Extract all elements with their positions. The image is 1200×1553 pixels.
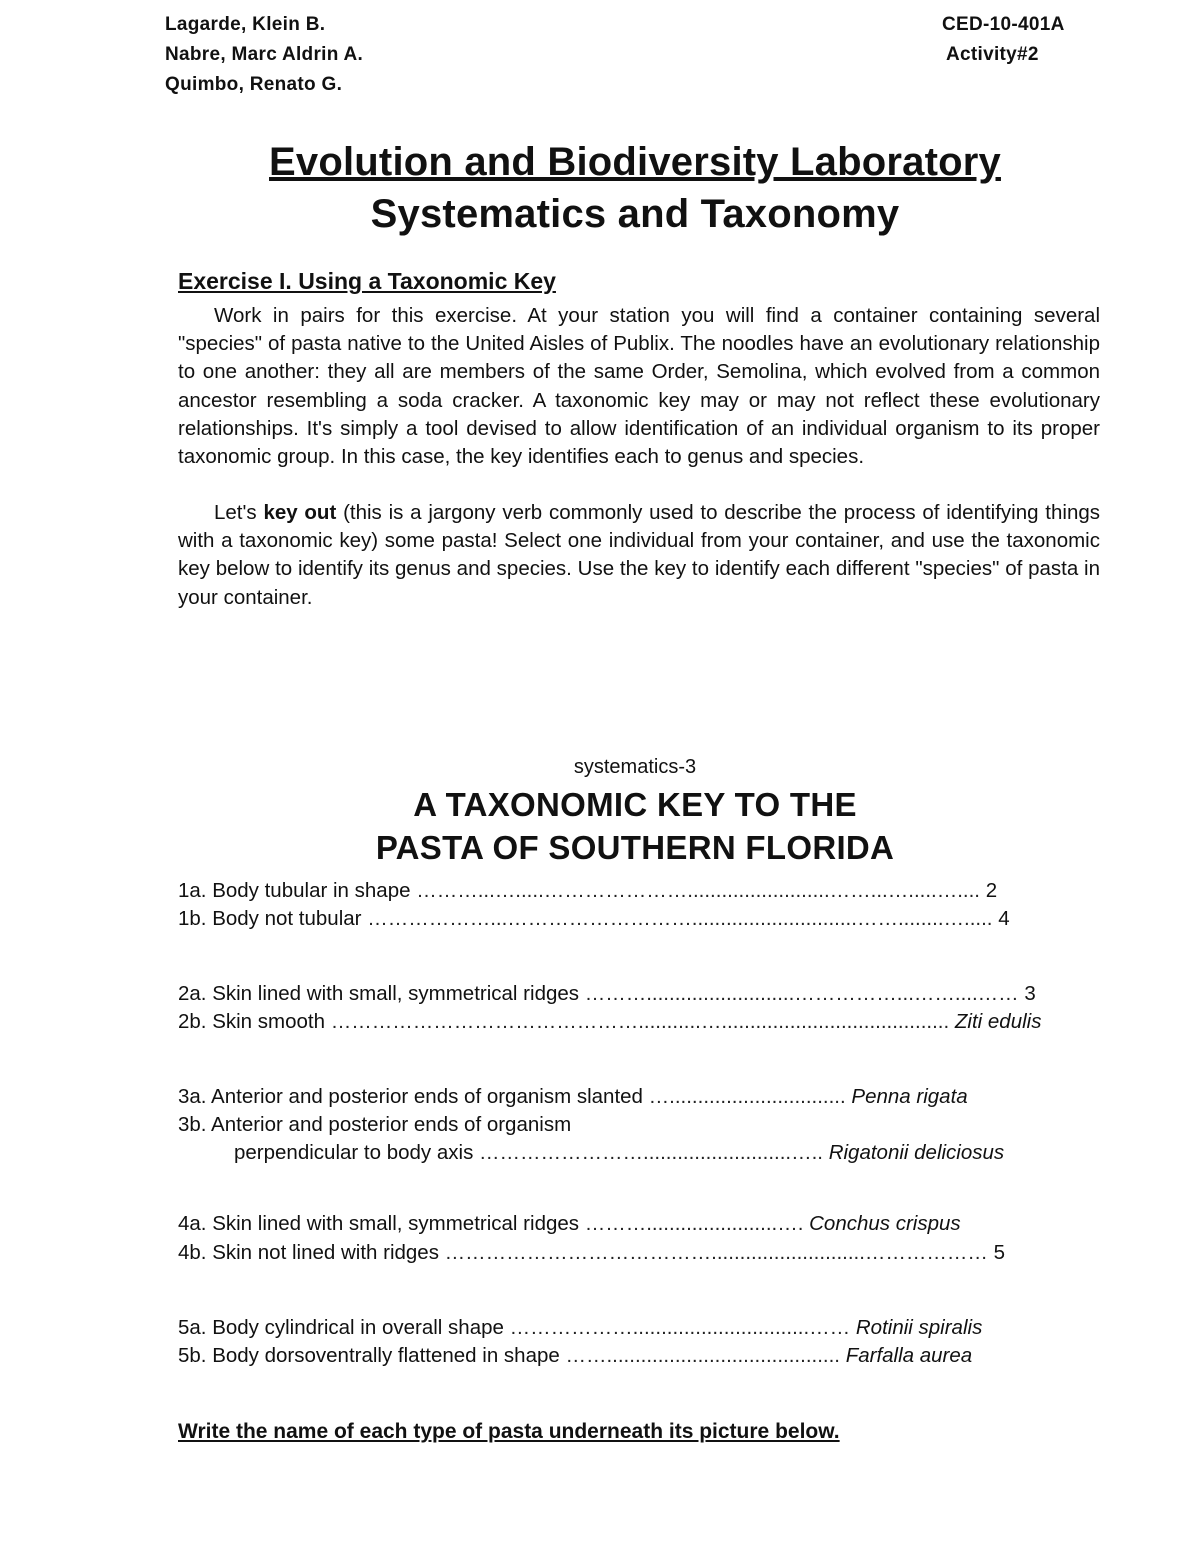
key-out-term: key out [263, 501, 337, 524]
key-entry [178, 1316, 982, 1340]
key-entry [178, 879, 997, 903]
species-name: Farfalla aurea [845, 1344, 973, 1367]
key-entry-text: 2b. Skin smooth [178, 1010, 331, 1033]
exercise-paragraph-2 [178, 499, 1100, 612]
key-title-line-2: PASTA OF SOUTHERN FLORIDA [375, 829, 895, 866]
species-name: Rigatonii deliciosus [828, 1141, 1005, 1164]
author-list [165, 10, 363, 100]
key-entry-result: 3 [1024, 982, 1036, 1005]
key-entry [178, 1085, 968, 1109]
author-name: Lagarde, Klein B. [165, 14, 326, 35]
para2-start: Let's [214, 501, 264, 524]
page-label: systematics-3 [573, 756, 697, 778]
key-entry [178, 982, 1036, 1006]
key-entry-result: 5 [993, 1241, 1006, 1264]
author-name: Nabre, Marc Aldrin A. [165, 44, 364, 65]
page-title: Evolution and Biodiversity Laboratory [269, 140, 1001, 184]
key-entry [178, 1212, 961, 1236]
leader-dots: ……….......................…. [584, 1212, 810, 1235]
species-name: Rotinii spiralis [855, 1316, 983, 1339]
key-entry-text: 5a. Body cylindrical in overall shape [178, 1316, 510, 1339]
leader-dots: ………………...............................…… [509, 1316, 856, 1339]
author-name: Quimbo, Renato G. [165, 74, 343, 95]
instruction-text: Write the name of each type of pasta underneath its picture below. [178, 1420, 840, 1443]
exercise-paragraph-1: Work in pairs for this exercise. At your station you will find a container containing several "species" of pasta native to the United Aisles of Publix. The noodles have an evolutionary relationship to one another: they all are members of the same Order, Semolina, which evolved from a common ancestor resembling a soda cracker. A taxonomic key may or may not reflect these evolutionary relationships. It's simply a tool devised to allow identification of an individual organism to its proper taxonomic group. In this case, the key identifies each to genus and species. [178, 304, 1100, 469]
exercise-heading: Exercise I. Using a Taxonomic Key [178, 268, 556, 294]
leader-dots: ……......................................... [565, 1344, 846, 1367]
leader-dots: ………..........................……………...……....…… [584, 982, 1025, 1005]
key-entry-text: 4a. Skin lined with small, symmetrical ridges [178, 1212, 585, 1235]
key-entry-text: 1a. Body tubular in shape [178, 879, 417, 902]
leader-dots: …............................... [648, 1085, 852, 1108]
key-entry [178, 1344, 972, 1368]
course-section: CED-10-401A [942, 14, 1065, 35]
key-entry-text: 3a. Anterior and posterior ends of organism slanted [178, 1085, 649, 1108]
key-entry [178, 907, 1010, 931]
key-entry-text: 3b. Anterior and posterior ends of organism [178, 1113, 572, 1136]
key-entry [178, 1010, 1041, 1034]
key-entry-result: 2 [985, 879, 998, 902]
leader-dots: ………...….....………………….........................……...….....….... [416, 879, 986, 902]
key-entry-text: 4b. Skin not lined with ridges [178, 1241, 445, 1264]
species-name: Ziti edulis [954, 1010, 1042, 1033]
leader-dots: …………………………………...........................……………… [444, 1241, 994, 1264]
key-entry-text: 5b. Body dorsoventrally flattened in shape [178, 1344, 566, 1367]
key-title-line-1: A TAXONOMIC KEY TO THE [413, 786, 857, 823]
key-entry [178, 1241, 1005, 1265]
species-name: Penna rigata [851, 1085, 968, 1108]
activity-number: Activity#2 [946, 44, 1039, 65]
key-entry-result: 4 [998, 907, 1010, 930]
leader-dots: ………………………………………...........…........................................ [330, 1010, 955, 1033]
key-entry-continuation [234, 1141, 1004, 1165]
key-entry-text: perpendicular to body axis [234, 1141, 480, 1164]
key-entry-text: 2a. Skin lined with small, symmetrical ridges [178, 982, 585, 1005]
key-entry-text: 1b. Body not tubular [178, 907, 368, 930]
key-entry [178, 1113, 571, 1137]
para2-rest: (this is a jargony verb commonly used to describe the process of identifying things with a taxonomic key) some pasta! Select one individual from your container, and use the taxonomic key below to identify its genus and species. Use the key to identify each different "species" of pasta in your container. [178, 501, 1100, 609]
leader-dots: ………………...……………………….............................……........…..... [367, 907, 999, 930]
page-subtitle: Systematics and Taxonomy [370, 192, 900, 236]
leader-dots: ……………………..........................….. [479, 1141, 829, 1164]
species-name: Conchus crispus [809, 1212, 961, 1235]
